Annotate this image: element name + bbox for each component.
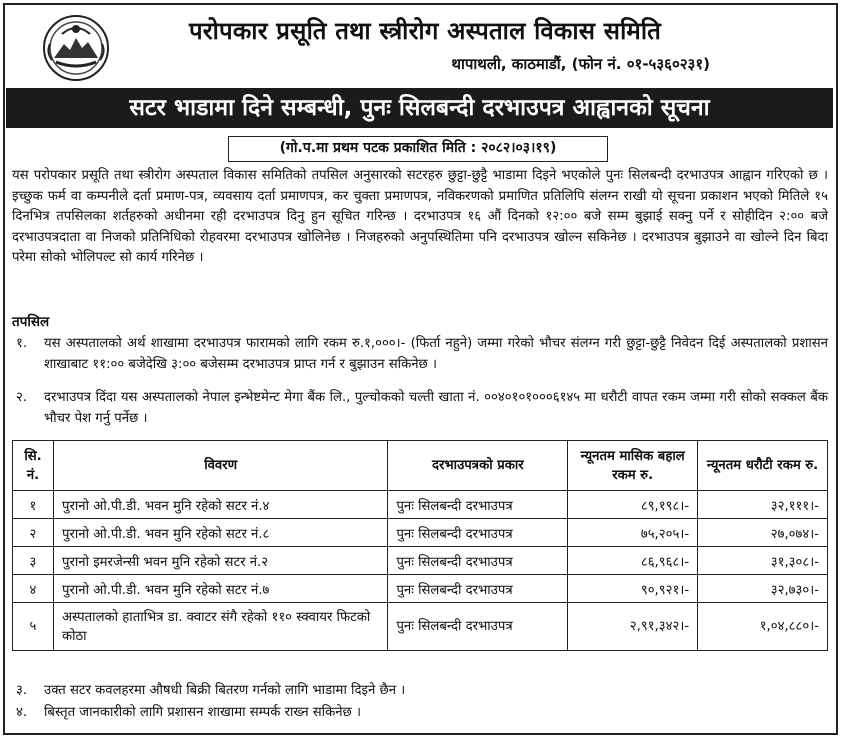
cell-min-deposit: ३१,३०८।- — [698, 547, 828, 575]
condition-item — [12, 388, 828, 429]
cell-min-rent: ९०,९२१।- — [568, 575, 698, 603]
cell-min-deposit: २७,०७४।- — [698, 519, 828, 547]
cell-serial-number: १ — [13, 491, 54, 519]
cell-bid-type: पुनः सिलबन्दी दरभाउपत्र — [388, 603, 568, 651]
table-row — [13, 575, 828, 603]
table-row — [13, 491, 828, 519]
table-row — [13, 519, 828, 547]
cell-serial-number: २ — [13, 519, 54, 547]
cell-bid-type: पुनः सिलबन्दी दरभाउपत्र — [388, 547, 568, 575]
cell-bid-type: पुनः सिलबन्दी दरभाउपत्र — [388, 575, 568, 603]
cell-serial-number: ३ — [13, 547, 54, 575]
cell-min-rent: ८६,९६८।- — [568, 547, 698, 575]
cell-min-deposit: १,०४,८८०।- — [698, 603, 828, 651]
condition-text: बिस्तृत जानकारीको लागि प्रशासन शाखामा सम्पर्क राख्न सकिनेछ । — [44, 705, 361, 720]
cell-description: अस्पतालको हाताभित्र डा. क्वाटर संगै रहेको ११० स्क्वायर फिटको कोठा — [53, 603, 387, 651]
cell-bid-type: पुनः सिलबन्दी दरभाउपत्र — [388, 491, 568, 519]
intro-paragraph: यस परोपकार प्रसूति तथा स्त्रीरोग अस्पताल विकास समितिको तपसिल अनुसारको सटरहरु छुट्टा-छुट्टै भाडामा दिइने भएकोले पुनः सिलबन्दी दरभाउपत्र आह्वान गरिएको छ । इच्छुक फर्म वा कम्पनीले दर्ता प्रमाण-पत्र, व्यवसाय दर्ता प्रमाणपत्र, कर चुक्ता प्रमाणपत्र, नविकरणको प्रमाणित प्रतिलिपि संलग्न राखी यो सूचना प्रकाशन भएको मितिले १५ दिनभित्र तपसिलका शर्तहरुको अधीनमा रही दरभाउपत्र दिनु हुन सूचित गरिन्छ । दरभाउपत्र १६ औं दिनको १२:०० बजे सम्म बुझाई सक्नु पर्ने र सोहीदिन २:०० बजे दरभाउपत्रदाता वा निजको प्रतिनिधिको रोहवरमा दरभाउपत्र खोलिनेछ । निजहरुको अनुपस्थितिमा पनि दरभाउपत्र खोल्न सकिनेछ । दरभाउपत्र बुझाउने वा खोल्ने दिन बिदा परेमा सोको भोलिपल्ट सो कार्य गरिनेछ । — [12, 168, 828, 265]
condition-item — [12, 334, 828, 375]
organization-name: परोपकार प्रसूति तथा स्त्रीरोग अस्पताल विकास समिति — [188, 17, 662, 45]
condition-text: यस अस्पतालको अर्थ शाखामा दरभाउपत्र फारामको लागि रकम रु.१,०००।- (फिर्ता नहुने) जम्मा गरेको भौचर संलग्न गरी छुट्टा-छुट्टै निवेदन दिई अस्पतालको प्रशासन शाखाबाट ११:०० बजेदेखि ३:०० बजेसम्म दरभाउपत्र प्राप्त गर्न र बुझाउन सकिनेछ । — [44, 336, 828, 372]
condition-item — [12, 681, 828, 702]
table-header-row — [13, 441, 828, 491]
section-label-schedule: तपसिल — [12, 314, 50, 330]
cell-description: पुरानो ओ.पी.डी. भवन मुनि रहेको सटर नं.७ — [53, 575, 387, 603]
cell-description: पुरानो ओ.पी.डी. भवन मुनि रहेको सटर नं.८ — [53, 519, 387, 547]
cell-min-rent: २,९१,३४२।- — [568, 603, 698, 651]
cell-min-rent: ८९,१९८।- — [568, 491, 698, 519]
shutter-rent-table — [12, 440, 828, 651]
cell-serial-number: ५ — [13, 603, 54, 651]
publication-date: (गो.प.मा प्रथम पटक प्रकाशित मिति : २०८२।०३।१९) — [228, 136, 608, 162]
cell-description: पुरानो इमरजेन्सी भवन मुनि रहेको सटर नं.२ — [53, 547, 387, 575]
header-min-monthly-rent: न्यूनतम मासिक बहाल रकम रु. — [568, 441, 698, 491]
header-description: विवरण — [53, 441, 387, 491]
condition-item — [12, 703, 828, 724]
notice-title-banner: सटर भाडामा दिने सम्बन्धी, पुनः सिलबन्दी दरभाउपत्र आह्वानको सूचना — [6, 88, 833, 128]
nepal-government-emblem-icon — [42, 14, 110, 82]
cell-bid-type: पुनः सिलबन्दी दरभाउपत्र — [388, 519, 568, 547]
condition-text: उक्त सटर कवलहरमा औषधी बिक्री बितरण गर्नको लागि भाडामा दिइने छैन । — [44, 683, 406, 698]
cell-min-rent: ७५,२०५।- — [568, 519, 698, 547]
cell-description: पुरानो ओ.पी.डी. भवन मुनि रहेको सटर नं.४ — [53, 491, 387, 519]
header-serial-number: सि. नं. — [13, 441, 54, 491]
cell-serial-number: ४ — [13, 575, 54, 603]
cell-min-deposit: ३२,७३०।- — [698, 575, 828, 603]
organization-address: थापाथली, काठमाडौं, (फोन नं. ०१-५३६०२३१) — [451, 55, 710, 73]
condition-number: १. — [16, 336, 28, 351]
cell-min-deposit: ३२,१११।- — [698, 491, 828, 519]
table-row — [13, 603, 828, 651]
condition-text: दरभाउपत्र दिंदा यस अस्पतालको नेपाल इन्भेष्टमेन्ट मेगा बैंक लि., पुल्चोकको चल्ती खाता नं. ००४०१०१०००६१४५ मा धरौटी वापत रकम जम्मा गरी सोको सक्कल बैंक भौचर पेश गर्नु पर्नेछ । — [44, 390, 828, 426]
header-min-deposit: न्यूनतम धरौटी रकम रु. — [698, 441, 828, 491]
table-row — [13, 547, 828, 575]
condition-number: ३. — [16, 683, 28, 698]
header-bid-type: दरभाउपत्रको प्रकार — [388, 441, 568, 491]
condition-number: ४. — [16, 705, 28, 720]
condition-number: २. — [16, 390, 28, 405]
